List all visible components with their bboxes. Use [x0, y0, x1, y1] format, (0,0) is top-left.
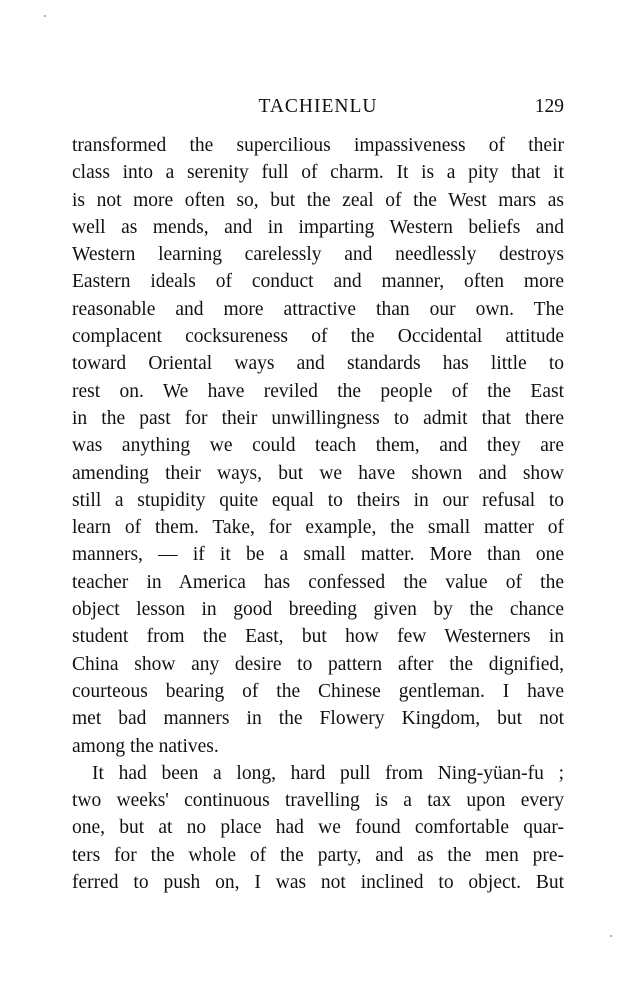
text-line: rest on. We have reviled the people of the East: [72, 380, 564, 402]
page-speck-top: [44, 15, 46, 17]
text-line: manners, — if it be a small matter. More than one: [72, 544, 564, 566]
text-line: well as mends, and in imparting Western beliefs and: [72, 216, 564, 238]
text-line: reasonable and more attractive than our own. The: [72, 298, 564, 320]
body-text: [72, 132, 564, 896]
text-line: Western learning carelessly and needlessly destroys: [72, 244, 564, 266]
text-line: still a stupidity quite equal to theirs in our refusal to: [72, 489, 564, 511]
text-line: transformed the supercilious impassiveness of their: [72, 135, 564, 156]
page-number: 129: [534, 96, 564, 117]
text-line: teacher in America has confessed the value of the: [72, 571, 564, 593]
running-head: [72, 94, 564, 120]
text-line: class into a serenity full of charm. It is a pity that it: [72, 162, 564, 184]
text-line: amending their ways, but we have shown and show: [72, 462, 564, 484]
text-line: two weeks' continuous travelling is a tax upon every: [72, 790, 564, 812]
text-line: ters for the whole of the party, and as the men pre-: [72, 844, 564, 866]
text-line: student from the East, but how few Westerners in: [72, 626, 564, 648]
text-line: ferred to push on, I was not inclined to object. But: [72, 872, 564, 894]
text-line-paragraph-start: It had been a long, hard pull from Ning-yüan-fu ;: [92, 762, 564, 784]
running-title: TACHIENLU: [258, 96, 378, 117]
text-line: one, but at no place had we found comfortable quar-: [72, 817, 564, 839]
page-speck-right: [610, 935, 612, 937]
text-line: met bad manners in the Flowery Kingdom, but not: [72, 708, 564, 730]
text-line: is not more often so, but the zeal of the West mars as: [72, 189, 564, 211]
text-line: was anything we could teach them, and they are: [72, 435, 564, 457]
text-line: in the past for their unwillingness to admit that there: [72, 407, 564, 429]
text-line: toward Oriental ways and standards has little to: [72, 353, 564, 375]
text-line: courteous bearing of the Chinese gentleman. I have: [72, 680, 564, 702]
text-line-paragraph-end: among the natives.: [72, 735, 219, 757]
text-line: Eastern ideals of conduct and manner, often more: [72, 271, 564, 293]
text-line: complacent cocksureness of the Occidental attitude: [72, 326, 564, 348]
text-line: learn of them. Take, for example, the small matter of: [72, 517, 564, 539]
text-line: object lesson in good breeding given by the chance: [72, 599, 564, 621]
text-line: China show any desire to pattern after the dignified,: [72, 653, 564, 675]
